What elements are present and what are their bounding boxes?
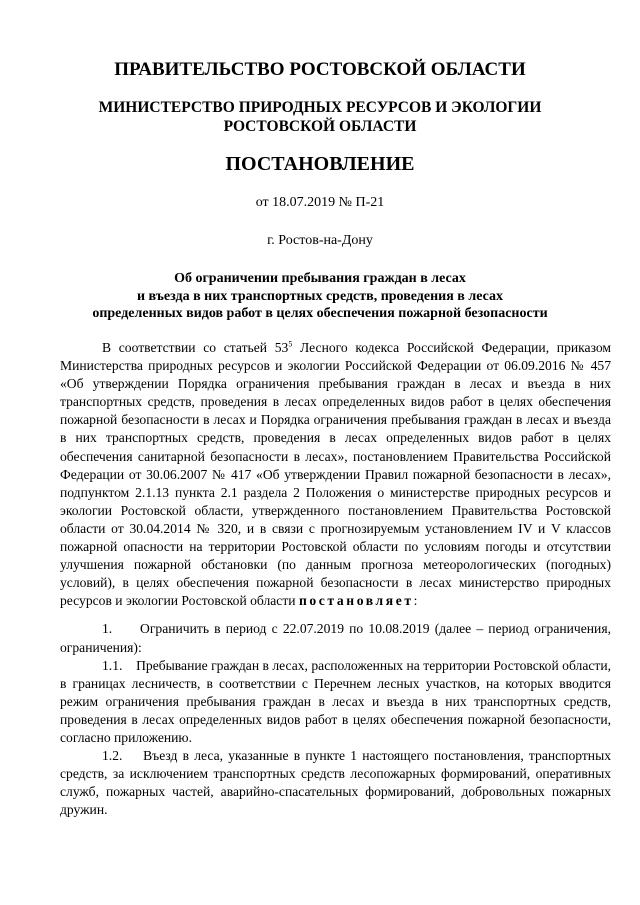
- city: г. Ростов-на-Дону: [267, 233, 373, 248]
- government-title: ПРАВИТЕЛЬСТВО РОСТОВСКОЙ ОБЛАСТИ: [114, 59, 526, 80]
- preamble-text-start: В соответствии со статьей 53: [102, 340, 289, 355]
- document-type: ПОСТАНОВЛЕНИЕ: [225, 153, 415, 175]
- decree-word: постановляет: [298, 593, 414, 609]
- subject-line2: и въезда в них транспортных средств, проведения в лесах: [136, 288, 503, 304]
- item-1-1: [60, 657, 611, 747]
- decree-colon: :: [413, 593, 418, 609]
- ministry-title-line2: РОСТОВСКОЙ ОБЛАСТИ: [223, 118, 417, 135]
- ministry-title-line1: МИНИСТЕРСТВО ПРИРОДНЫХ РЕСУРСОВ И ЭКОЛОГИИ: [98, 99, 542, 116]
- preamble-paragraph: [60, 339, 611, 610]
- item-1-1-number: 1.1.: [102, 657, 123, 673]
- document-subject: [60, 270, 580, 323]
- preamble-text: Лесного кодекса Российской Федерации, приказом Министерства природных ресурсов и экологии Российской Федерации от 06.09.2016 № 457 «Об утверждении Порядка ограничения пребывания граждан в лесах и въезда в них транспортных средств, проведения в лесах определенных видов работ в целях обеспечения пожарной безопасности в лесах и Порядка ограничения пребывания граждан в лесах и въезда в них транспортных средств, проведения в лесах определенных видов работ в целях обеспечения санитарной безопасности в лесах», постановлением Правительства Российской Федерации от 30.06.2007 № 417 «Об утверждении Правил пожарной безопасности в лесах», подпунктом 2.1.13 пункта 2.1 раздела 2 Положения о министерстве природных ресурсов и экологии Ростовской области, утвержденного постановлением Правительства Ростовской области от 30.04.2014 № 320, и в связи с прогнозируемым установлением IV и V классов пожарной опасности на территории Ростовской области по условиям погоды и отсутствии улучшения пожарной обстановки (по данным прогноза метеорологических (погодных) условий), в целях обеспечения пожарной безопасности в лесах министерство природных ресурсов и экологии Ростовской области: [60, 340, 611, 609]
- subject-line3: определенных видов работ в целях обеспечения пожарной безопасности: [92, 306, 548, 322]
- item-1-2-text: Въезд в леса, указанные в пункте 1 настоящего постановления, транспортных средств, за исключением транспортных средств лесопожарных формирований, оперативных служб, пожарных частей, аварийно-спасательных формирований, добровольных пожарных дружин.: [60, 748, 611, 818]
- article-superscript: 5: [288, 339, 293, 349]
- item-1: [60, 620, 611, 656]
- subject-line1: Об ограничении пребывания граждан в лесах: [174, 271, 466, 286]
- item-1-2: [60, 747, 611, 819]
- item-1-2-number: 1.2.: [102, 748, 123, 764]
- item-1-text: Ограничить в период с 22.07.2019 по 10.08.2019 (далее – период ограничения, ограничения):: [60, 621, 611, 655]
- document-body: [60, 339, 611, 819]
- ministry-title: [0, 98, 640, 136]
- item-1-1-text: Пребывание граждан в лесах, расположенных на территории Ростовской области, в границах лесничеств, в соответствии с Перечнем лесных участков, на которых вводится режим ограничения пребывания граждан в лесах и въезда в них транспортных средств, проведения в лесах определенных видов работ в целях обеспечения пожарной безопасности, согласно приложению.: [60, 657, 611, 745]
- item-1-number: 1.: [102, 621, 113, 637]
- date-and-number: от 18.07.2019 № П-21: [255, 195, 385, 210]
